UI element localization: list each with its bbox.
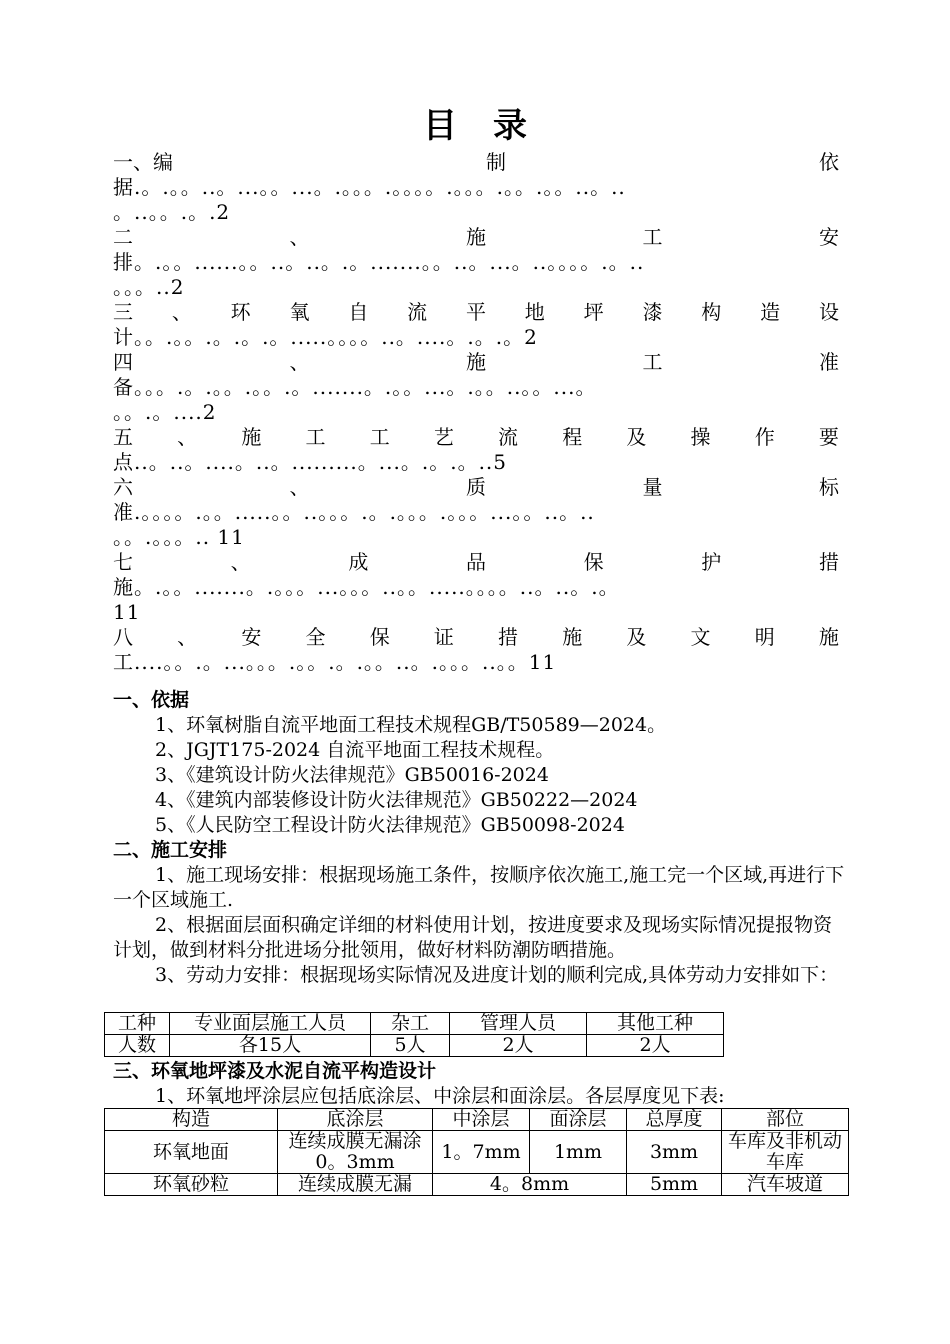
toc-entry-char: 构	[701, 300, 722, 324]
table-cell: 1。7mm	[433, 1131, 530, 1174]
toc-entry-char: 工	[642, 225, 663, 249]
page-title: 目录	[423, 106, 563, 146]
table-cell: 构造	[105, 1109, 278, 1131]
table-cell: 各15人	[170, 1035, 371, 1057]
toc-entry-char: 自	[348, 300, 369, 324]
toc-entry-char: 质	[466, 475, 486, 499]
table-row	[105, 1035, 724, 1057]
toc-entry-leader: 工....。。.。...。。。.。。.。.。。..。.。。。..。。11	[113, 650, 557, 674]
labor-table	[104, 1012, 724, 1057]
table-cell: 工种	[105, 1013, 170, 1035]
table-cell: 专业面层施工人员	[170, 1013, 371, 1035]
toc-entry-char: 程	[562, 425, 583, 449]
toc-entry-char: 安	[241, 625, 262, 649]
toc-entry-char: 艺	[433, 425, 454, 449]
toc-entry-char: 工	[305, 425, 326, 449]
table-cell: 5mm	[627, 1174, 722, 1196]
toc-entry-leader: 点..。..。....。..。.........。...。.。.。..5	[113, 450, 508, 474]
toc-entry-char: 漆	[642, 300, 663, 324]
table-cell: 3mm	[627, 1131, 722, 1174]
toc-entry-char: 、	[289, 475, 310, 499]
table-cell: 车库及非机动车库	[722, 1131, 849, 1174]
toc-entry-char: 制	[486, 150, 506, 174]
section3	[113, 1059, 848, 1109]
toc-entry-leader: 备。。。.。.。。.。。.。.......。.。。...。.。。..。。...。	[113, 375, 597, 399]
table-cell: 1mm	[530, 1131, 627, 1174]
toc-entry-page: 11	[113, 600, 141, 624]
section-heading-design: 三、环氧地坪漆及水泥自流平构造设计	[113, 1060, 437, 1082]
section-heading-arrangement: 二、施工安排	[113, 839, 228, 861]
toc-entry-char: 标	[819, 475, 839, 499]
toc-entry-heading[interactable]	[113, 625, 839, 650]
toc-entry-char: 依	[819, 150, 839, 174]
toc-entry-char: 八	[113, 625, 133, 649]
table-cell: 2人	[587, 1035, 724, 1057]
toc-entry-char: 要	[818, 425, 839, 449]
toc-entry-char: 氧	[289, 300, 310, 324]
table-cell: 4。8mm	[433, 1174, 627, 1196]
basis-item: 3、《建筑设计防火法律规范》GB50016-2024	[155, 764, 549, 786]
toc-entry-char: 准	[819, 350, 839, 374]
toc-entry-heading[interactable]	[113, 550, 839, 575]
toc-entry-char: 工	[642, 350, 663, 374]
table-cell: 杂工	[371, 1013, 450, 1035]
toc-entry-char: 五	[113, 425, 133, 449]
table-cell: 其他工种	[587, 1013, 724, 1035]
toc-entry-char: 、	[171, 300, 192, 324]
toc-entry-char: 平	[465, 300, 486, 324]
toc-entry-heading[interactable]	[113, 475, 839, 500]
toc-entry-page: 。..。。.。.2	[113, 200, 231, 224]
toc-entry-char: 造	[760, 300, 781, 324]
arrangement-paragraph: 1、施工现场安排：根据现场施工条件，按顺序依次施工,施工完一个区域,再进行下一个区域施工.	[113, 864, 845, 911]
table-row	[105, 1174, 849, 1196]
toc-entry-char: 设	[818, 300, 839, 324]
toc-entry-char: 安	[819, 225, 839, 249]
toc-entry-leader: 准.。。。。.。。.....。。..。。。.。.。。。.。。。...。。..。..	[113, 500, 595, 524]
toc-entry-leader: 计。。.。。.。.。.。.....。。。。..。....。.。.。2	[113, 325, 538, 349]
toc-entry-heading[interactable]	[113, 225, 839, 250]
table-cell: 连续成膜无漏	[278, 1174, 433, 1196]
table-cell: 2人	[450, 1035, 587, 1057]
toc-entry-char: 保	[583, 550, 604, 574]
document-body	[113, 688, 848, 988]
toc-entry-char: 施	[562, 625, 583, 649]
table-cell: 总厚度	[627, 1109, 722, 1131]
toc-entry-page: 。。.。....2	[113, 400, 217, 424]
basis-item: 5、《人民防空工程设计防火法律规范》GB50098-2024	[155, 814, 625, 836]
toc-entry-char: 施	[466, 225, 486, 249]
toc-entry-char: 措	[498, 625, 519, 649]
table-cell: 面涂层	[530, 1109, 627, 1131]
basis-item: 4、《建筑内部装修设计防火法律规范》GB50222—2024	[155, 789, 638, 811]
toc-entry-heading[interactable]	[113, 425, 839, 450]
toc-entry-leader: 据.。.。。..。...。。...。.。。。.。。。。.。。。.。。.。。..。..	[113, 175, 626, 199]
basis-item: 1、环氧树脂自流平地面工程技术规程GB/T50589—2024。	[155, 714, 667, 736]
table-cell: 连续成膜无漏涂0。3mm	[278, 1131, 433, 1174]
layer-table	[104, 1108, 849, 1196]
table-cell: 人数	[105, 1035, 170, 1057]
toc-entry-char: 操	[690, 425, 711, 449]
table-of-contents	[113, 150, 839, 675]
toc-entry-char: 工	[369, 425, 390, 449]
toc-entry-char: 、	[177, 425, 198, 449]
toc-entry-char: 、	[289, 350, 310, 374]
toc-entry-heading[interactable]	[113, 150, 839, 175]
toc-entry-char: 保	[369, 625, 390, 649]
toc-entry-heading[interactable]	[113, 350, 839, 375]
toc-entry-page: 。。。..2	[113, 275, 185, 299]
toc-entry-char: 措	[818, 550, 839, 574]
toc-entry-char: 施	[818, 625, 839, 649]
table-cell: 管理人员	[450, 1013, 587, 1035]
toc-entry-char: 三	[113, 300, 133, 324]
toc-entry-char: 施	[241, 425, 262, 449]
table-cell: 环氧地面	[105, 1131, 278, 1174]
table-row	[105, 1109, 849, 1131]
toc-entry-char: 施	[466, 350, 486, 374]
toc-entry-char: 二	[113, 225, 133, 249]
toc-entry-char: 作	[754, 425, 775, 449]
toc-entry-char: 六	[113, 475, 133, 499]
toc-entry-leader: 排。.。。......。。..。..。.。.......。。..。...。..。。。。.。..	[113, 250, 645, 274]
basis-item: 2、JGJT175-2024 自流平地面工程技术规程。	[155, 739, 555, 761]
toc-entry-char: 流	[498, 425, 519, 449]
toc-entry-char: 七	[113, 550, 133, 574]
toc-entry-char: 坪	[583, 300, 604, 324]
toc-entry-char: 地	[524, 300, 545, 324]
toc-entry-char: 、	[289, 225, 310, 249]
arrangement-paragraph: 2、根据面层面积确定详细的材料使用计划，按进度要求及现场实际情况提报物资计划，做到材料分批进场分批领用，做好材料防潮防晒措施。	[113, 914, 833, 961]
toc-entry-char: 品	[465, 550, 486, 574]
design-paragraph: 1、环氧地坪涂层应包括底涂层、中涂层和面涂层。各层厚度见下表:	[155, 1085, 725, 1107]
toc-entry-char: 、	[177, 625, 198, 649]
table-cell: 5人	[371, 1035, 450, 1057]
toc-entry-page: 。。.。。。.. 11	[113, 525, 245, 549]
arrangement-paragraph: 3、劳动力安排：根据现场实际情况及进度计划的顺利完成,具体劳动力安排如下：	[155, 964, 839, 986]
table-row	[105, 1131, 849, 1174]
toc-entry-char: 、	[230, 550, 251, 574]
toc-entry-char: 流	[407, 300, 428, 324]
table-cell: 中涂层	[433, 1109, 530, 1131]
section-heading-basis: 一、依据	[113, 689, 190, 711]
table-row	[105, 1013, 724, 1035]
toc-entry-char: 文	[690, 625, 711, 649]
toc-entry-char: 及	[626, 625, 647, 649]
table-cell: 汽车坡道	[722, 1174, 849, 1196]
toc-entry-char: 环	[230, 300, 251, 324]
toc-entry-char: 明	[754, 625, 775, 649]
toc-entry-char: 四	[113, 350, 133, 374]
toc-entry-char: 护	[701, 550, 722, 574]
table-cell: 部位	[722, 1109, 849, 1131]
toc-entry-char: 证	[433, 625, 454, 649]
toc-entry-leader: 施。.。。.......。.。。。...。。。..。。.....。。。。..。..。.。	[113, 575, 620, 599]
toc-entry-char: 全	[305, 625, 326, 649]
table-cell: 底涂层	[278, 1109, 433, 1131]
toc-entry-heading[interactable]	[113, 300, 839, 325]
toc-entry-char: 一、编	[113, 150, 173, 174]
toc-entry-char: 成	[348, 550, 369, 574]
toc-entry-char: 量	[642, 475, 663, 499]
table-cell: 环氧砂粒	[105, 1174, 278, 1196]
toc-entry-char: 及	[626, 425, 647, 449]
